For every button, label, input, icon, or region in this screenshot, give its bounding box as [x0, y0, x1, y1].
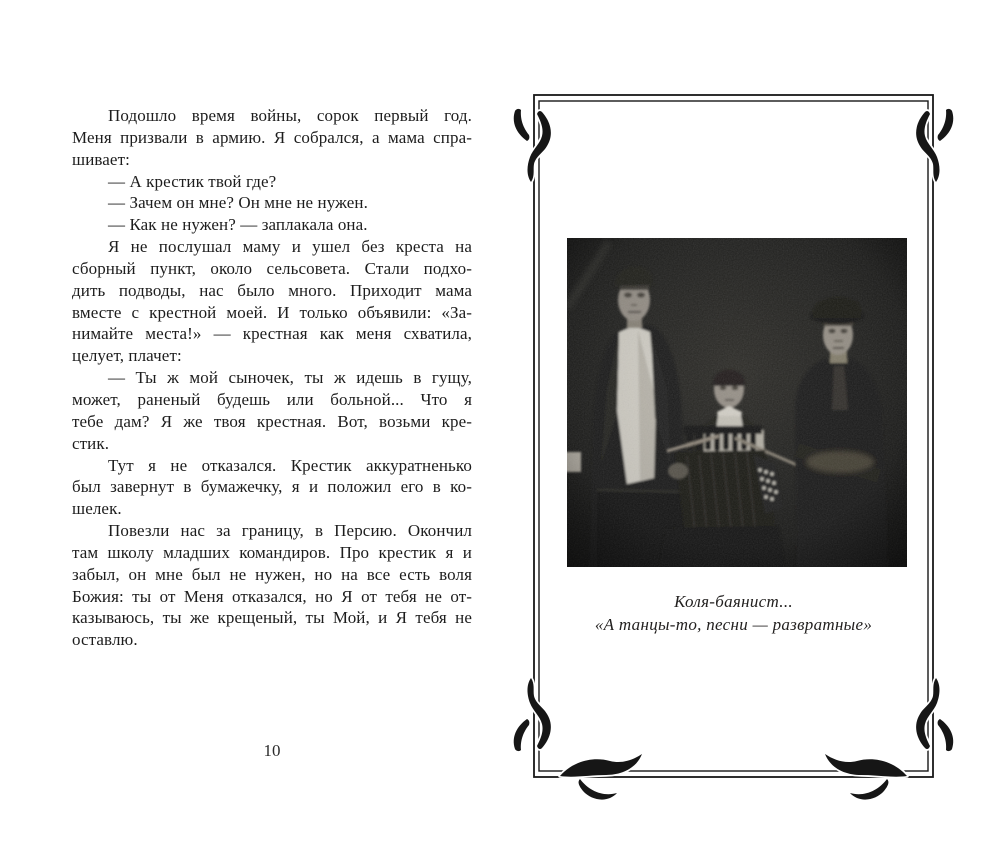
corner-flourish-bottom-left	[514, 678, 551, 751]
body-text	[72, 105, 472, 651]
text-line: — Как не нужен? — заплакала она.	[108, 215, 368, 235]
right-page	[500, 85, 960, 805]
text-line: шелек.	[72, 499, 122, 519]
text-line: Я не послушал маму и ушел без креста на	[108, 237, 472, 257]
text-line: Тут я не отказался. Крестик аккуратненько	[108, 455, 472, 475]
text-line: тебе дам? Я же твоя крестная. Вот, возьми кре-	[72, 411, 472, 431]
photo-svg	[567, 238, 907, 567]
vignette	[567, 238, 907, 567]
text-line: забыл, он мне был не нужен, но на все есть воля	[72, 564, 472, 584]
text-line: Подошло время войны, сорок первый год.	[108, 106, 472, 125]
text-line: Божия: ты от Меня отказался, но Я от тебя не от-	[72, 586, 472, 606]
text-line: Повезли нас за границу, в Персию. Окончил	[108, 521, 472, 541]
caption-line-2: «А танцы-то, песни — развратные»	[594, 615, 873, 634]
corner-flourish-top-left	[514, 109, 551, 182]
text-line: может, раненый будешь или больной... Что я	[72, 389, 472, 409]
text-line: дить подводы, нас было много. Приходит мама	[72, 280, 472, 300]
text-line: стик.	[72, 433, 110, 453]
page-number: 10	[263, 741, 281, 760]
text-line: нимайте места!» — крестная как меня схватила,	[72, 324, 472, 344]
corner-flourish-top-right	[916, 109, 953, 182]
text-line: был завернут в бумажечку, я и положил его в ко-	[72, 477, 472, 497]
text-line: — А крестик твой где?	[108, 171, 277, 191]
photo-caption	[534, 590, 933, 636]
text-line: оставлю.	[72, 630, 138, 650]
text-line: Меня призвали в армию. Я собрался, а мама спра-	[72, 127, 472, 147]
text-line: сборный пункт, около сельсовета. Стали подхо-	[72, 258, 472, 278]
text-line: вместе с крестной моей. И только объявили: «За-	[72, 302, 472, 322]
text-line: казываюсь, ты же крещеный, ты Мой, и Я тебя не	[72, 608, 472, 628]
text-line: целует, плачет:	[72, 346, 182, 366]
caption-line-1: Коля-баянист...	[674, 592, 793, 611]
photo-three-men-with-accordion	[567, 238, 907, 567]
text-line: — Ты ж мой сыночек, ты ж идешь в гущу,	[108, 368, 472, 388]
text-line: шивает:	[72, 149, 130, 169]
text-line: там школу младших командиров. Про крестик я и	[72, 542, 472, 562]
text-line: — Зачем он мне? Он мне не нужен.	[108, 193, 368, 213]
corner-flourish-bottom-right	[916, 678, 953, 751]
